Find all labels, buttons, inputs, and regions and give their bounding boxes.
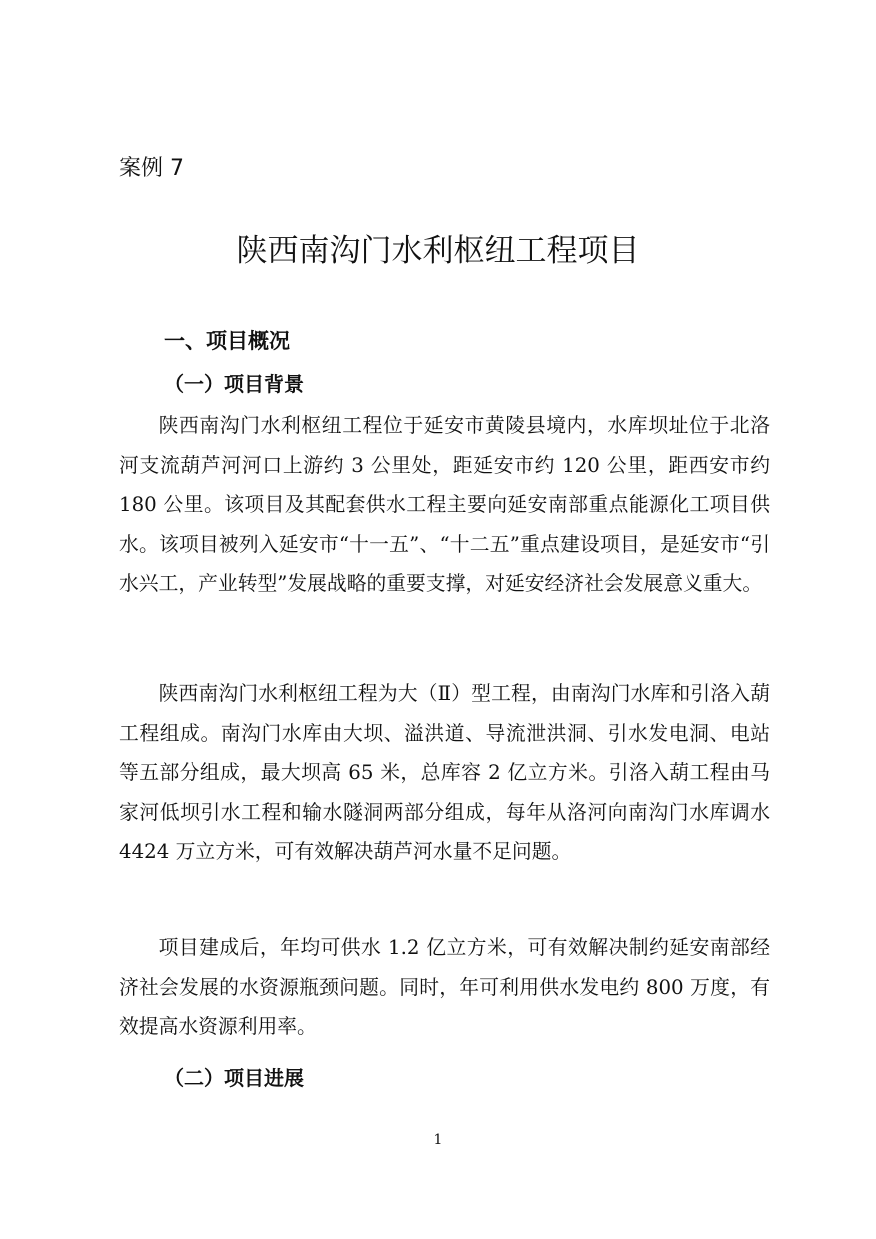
paragraph-background-1: 陕西南沟门水利枢纽工程位于延安市黄陵县境内，水库坝址位于北洛河支流葫芦河河口上游约 3 公里处，距延安市约 120 公里，距西安市约 180 公里。该项目及其配套供水工程主要向延安南部重点能源化工项目供水。该项目被列入延安市“十一五”、“十二五”重点建设项目，是延安市“引水兴工，产业转型”发展战略的重要支撑，对延安经济社会发展意义重大。 <box>119 414 770 596</box>
page-number: 1 <box>433 1132 443 1148</box>
subsection-heading-progress: （二）项目进展 <box>164 1066 304 1090</box>
document-title: 陕西南沟门水利枢纽工程项目 <box>236 233 640 269</box>
paragraph-background-3: 项目建成后，年均可供水 1.2 亿立方米，可有效解决制约延安南部经济社会发展的水资源瓶颈问题。同时，年可利用供水发电约 800 万度，有效提高水资源利用率。 <box>119 936 770 1039</box>
subsection-heading-background: （一）项目背景 <box>164 372 304 396</box>
section-heading-overview: 一、项目概况 <box>164 329 290 353</box>
paragraph-background-2: 陕西南沟门水利枢纽工程为大（Ⅱ）型工程，由南沟门水库和引洛入葫工程组成。南沟门水库由大坝、溢洪道、导流泄洪洞、引水发电洞、电站等五部分组成，最大坝高 65 米，总库容 2 亿立方米。引洛入葫工程由马家河低坝引水工程和输水隧洞两部分组成，每年从洛河向南沟门水库调水 4424 万立方米，可有效解决葫芦河水量不足问题。 <box>119 682 770 864</box>
case-label: 案例 7 <box>119 156 184 181</box>
